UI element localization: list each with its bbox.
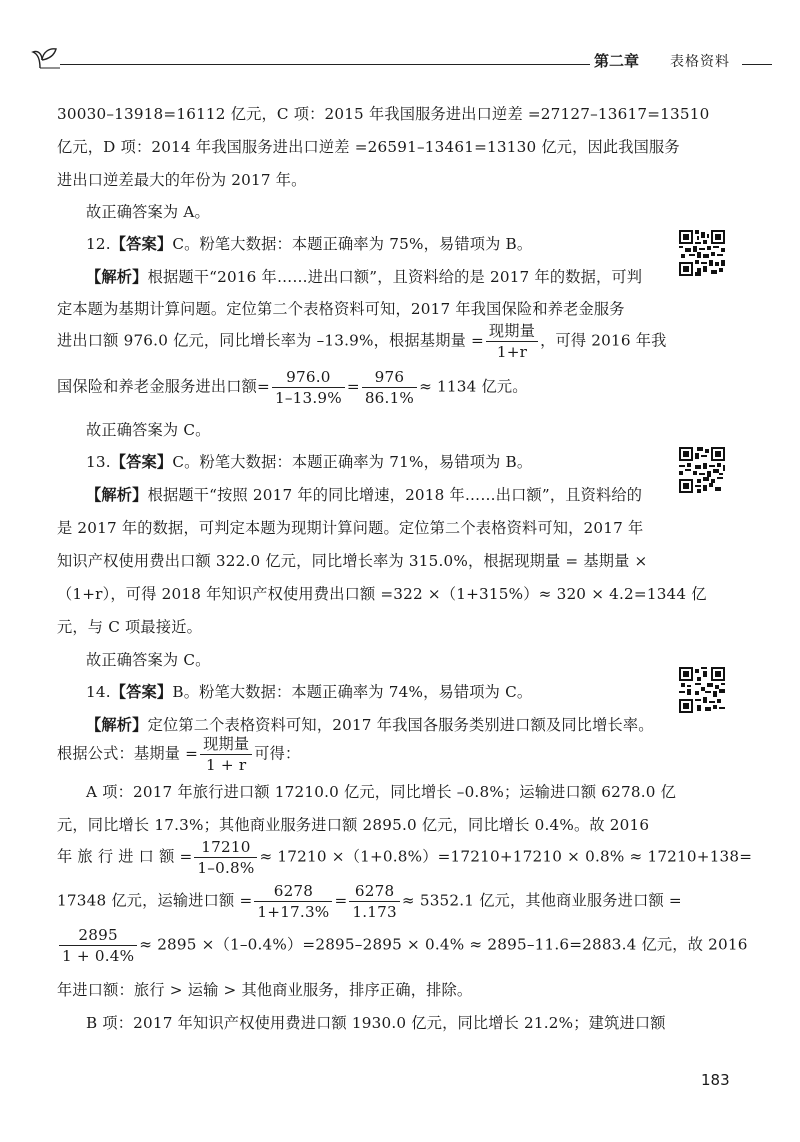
- question-12-answer: [86, 234, 532, 254]
- answer-line: 故正确答案为 C。: [86, 421, 211, 439]
- formula-text: 根据公式：基期量 =: [57, 744, 199, 763]
- fraction: [194, 838, 257, 877]
- answer-line: 故正确答案为 A。: [86, 203, 210, 221]
- analysis-line: [86, 715, 654, 735]
- fraction: [272, 368, 345, 407]
- analysis-tag: 【解析】: [86, 268, 148, 286]
- numerator: 现期量: [486, 322, 538, 342]
- denominator: 86.1%: [364, 389, 415, 407]
- formula-line: 国保险和养老金服务进出口额= $\frac{976.0}{1-13.9\%}$ = $\frac{976}{86.1\%}$ ≈ 1134 亿元。: [57, 368, 528, 407]
- analysis-text: 定位第二个表格资料可知，2017 年我国各服务类别进口额及同比增长率。: [147, 716, 654, 734]
- analysis-text: 根据题干“按照 2017 年的同比增速，2018 年……出口额”，且资料给的: [147, 486, 643, 504]
- denominator: 1 + 0.4%: [62, 947, 135, 965]
- text-line: 进出口逆差最大的年份为 2017 年。: [57, 171, 307, 189]
- text-line: 亿元，D 项：2014 年我国服务进出口逆差 =26591–13461=13130 亿元，因此我国服务: [57, 138, 680, 156]
- text-line: 30030–13918=16112 亿元，C 项：2015 年我国服务进出口逆差 =27127–13617=13510: [57, 105, 710, 123]
- text-line: A 项：2017 年旅行进口额 17210.0 亿元，同比增长 –0.8%；运输进口额 6278.0 亿: [86, 783, 677, 801]
- section-title: 表格资料: [666, 51, 734, 71]
- fraction: [362, 368, 417, 407]
- text-line: （1+r），可得 2018 年知识产权使用费出口额 =322 ×（1+315%）≈ 320 × 4.2=1344 亿: [57, 585, 707, 603]
- formula-text: 国保险和养老金服务进出口额=: [57, 377, 270, 396]
- formula-line: [57, 926, 748, 965]
- denominator: 1.173: [352, 903, 397, 921]
- formula-text: 17348 亿元，运输进口额 =: [57, 891, 253, 910]
- numerator: 6278: [349, 882, 399, 902]
- qr-code-icon[interactable]: [679, 447, 725, 493]
- formula-text: ，可得 2016 年我: [540, 331, 667, 350]
- text-line: 元，同比增长 17.3%；其他商业服务进口额 2895.0 亿元，同比增长 0.4%。故 2016: [57, 816, 650, 834]
- denominator: 1–13.9%: [274, 389, 342, 407]
- fraction: [486, 322, 538, 361]
- header-rule-tail: [742, 64, 772, 65]
- numerator: 6278: [254, 882, 332, 902]
- question-13-answer: [86, 452, 532, 472]
- sprout-icon: [30, 44, 62, 72]
- fraction: [200, 735, 252, 774]
- analysis-tag: 【解析】: [86, 716, 148, 734]
- answer-text: B。粉笔大数据：本题正确率为 74%，易错项为 C。: [172, 683, 533, 701]
- formula-text: 可得：: [254, 744, 301, 763]
- denominator: 1 + r: [205, 756, 247, 774]
- denominator: 1–0.8%: [197, 859, 255, 877]
- formula-line: [57, 838, 752, 877]
- answer-text: C。粉笔大数据：本题正确率为 75%，易错项为 B。: [172, 235, 533, 253]
- qr-code-icon[interactable]: [679, 230, 725, 276]
- page-header: [30, 40, 770, 80]
- fraction: [254, 882, 332, 921]
- question-number: 13.: [86, 453, 111, 471]
- question-number: 12.: [86, 235, 111, 253]
- numerator: 976: [362, 368, 417, 388]
- formula-text: ≈ 5352.1 亿元，其他商业服务进口额 =: [401, 891, 682, 910]
- qr-code-icon[interactable]: [679, 667, 725, 713]
- formula-text: 年 旅 行 进 口 额 =: [57, 847, 193, 866]
- analysis-line: [86, 267, 642, 287]
- numerator: 976.0: [272, 368, 345, 388]
- numerator: 17210: [194, 838, 257, 858]
- formula-text: ≈ 17210 ×（1+0.8%）=17210+17210 × 0.8% ≈ 17210+138=: [259, 847, 753, 866]
- denominator: 1+r: [496, 343, 528, 361]
- question-number: 14.: [86, 683, 111, 701]
- qr-code-graphic: [679, 667, 725, 713]
- answer-line: 故正确答案为 C。: [86, 651, 211, 669]
- answer-text: C。粉笔大数据：本题正确率为 71%，易错项为 B。: [172, 453, 533, 471]
- fraction: [349, 882, 399, 921]
- answer-tag: 【答案】: [110, 683, 173, 701]
- numerator: 现期量: [200, 735, 252, 755]
- page-number: 183: [701, 1071, 730, 1089]
- analysis-text: 根据题干“2016 年……进出口额”，且资料给的是 2017 年的数据，可判: [147, 268, 643, 286]
- formula-text: ≈ 1134 亿元。: [419, 377, 528, 396]
- header-rule: [60, 64, 605, 65]
- text-line: 知识产权使用费出口额 322.0 亿元，同比增长率为 315.0%，根据现期量 = 基期量 ×: [57, 552, 648, 570]
- formula-line: 17348 亿元，运输进口额 = $\frac{6278}{1+17.3\%}$ = $\frac{6278}{1.173}$ ≈ 5352.1 亿元，其他商业服务进口额 =: [57, 882, 682, 921]
- chapter-title: 第二章: [590, 50, 643, 71]
- text-line: 定本题为基期计算问题。定位第二个表格资料可知，2017 年我国保险和养老金服务: [57, 300, 625, 318]
- denominator: 1+17.3%: [257, 903, 330, 921]
- formula-text: 进出口额 976.0 亿元，同比增长率为 –13.9%，根据基期量 =: [57, 331, 484, 350]
- text-line: B 项：2017 年知识产权使用费进口额 1930.0 亿元，同比增长 21.2%；建筑进口额: [86, 1014, 666, 1032]
- formula-text: ≈ 2895 ×（1–0.4%）=2895–2895 × 0.4% ≈ 2895–11.6=2883.4 亿元，故 2016: [139, 935, 748, 954]
- numerator: 2895: [59, 926, 137, 946]
- text-line: 年进口额：旅行 > 运输 > 其他商业服务，排序正确，排除。: [57, 981, 473, 999]
- qr-code-graphic: [679, 447, 725, 493]
- answer-tag: 【答案】: [110, 235, 173, 253]
- analysis-tag: 【解析】: [86, 486, 148, 504]
- formula-line: [57, 322, 667, 361]
- qr-code-graphic: [679, 230, 725, 276]
- fraction: [59, 926, 137, 965]
- question-14-answer: [86, 682, 532, 702]
- analysis-line: [86, 485, 642, 505]
- answer-tag: 【答案】: [110, 453, 173, 471]
- formula-line: [57, 735, 300, 774]
- text-line: 是 2017 年的数据，可判定本题为现期计算问题。定位第二个表格资料可知，2017 年: [57, 519, 644, 537]
- text-line: 元，与 C 项最接近。: [57, 618, 202, 636]
